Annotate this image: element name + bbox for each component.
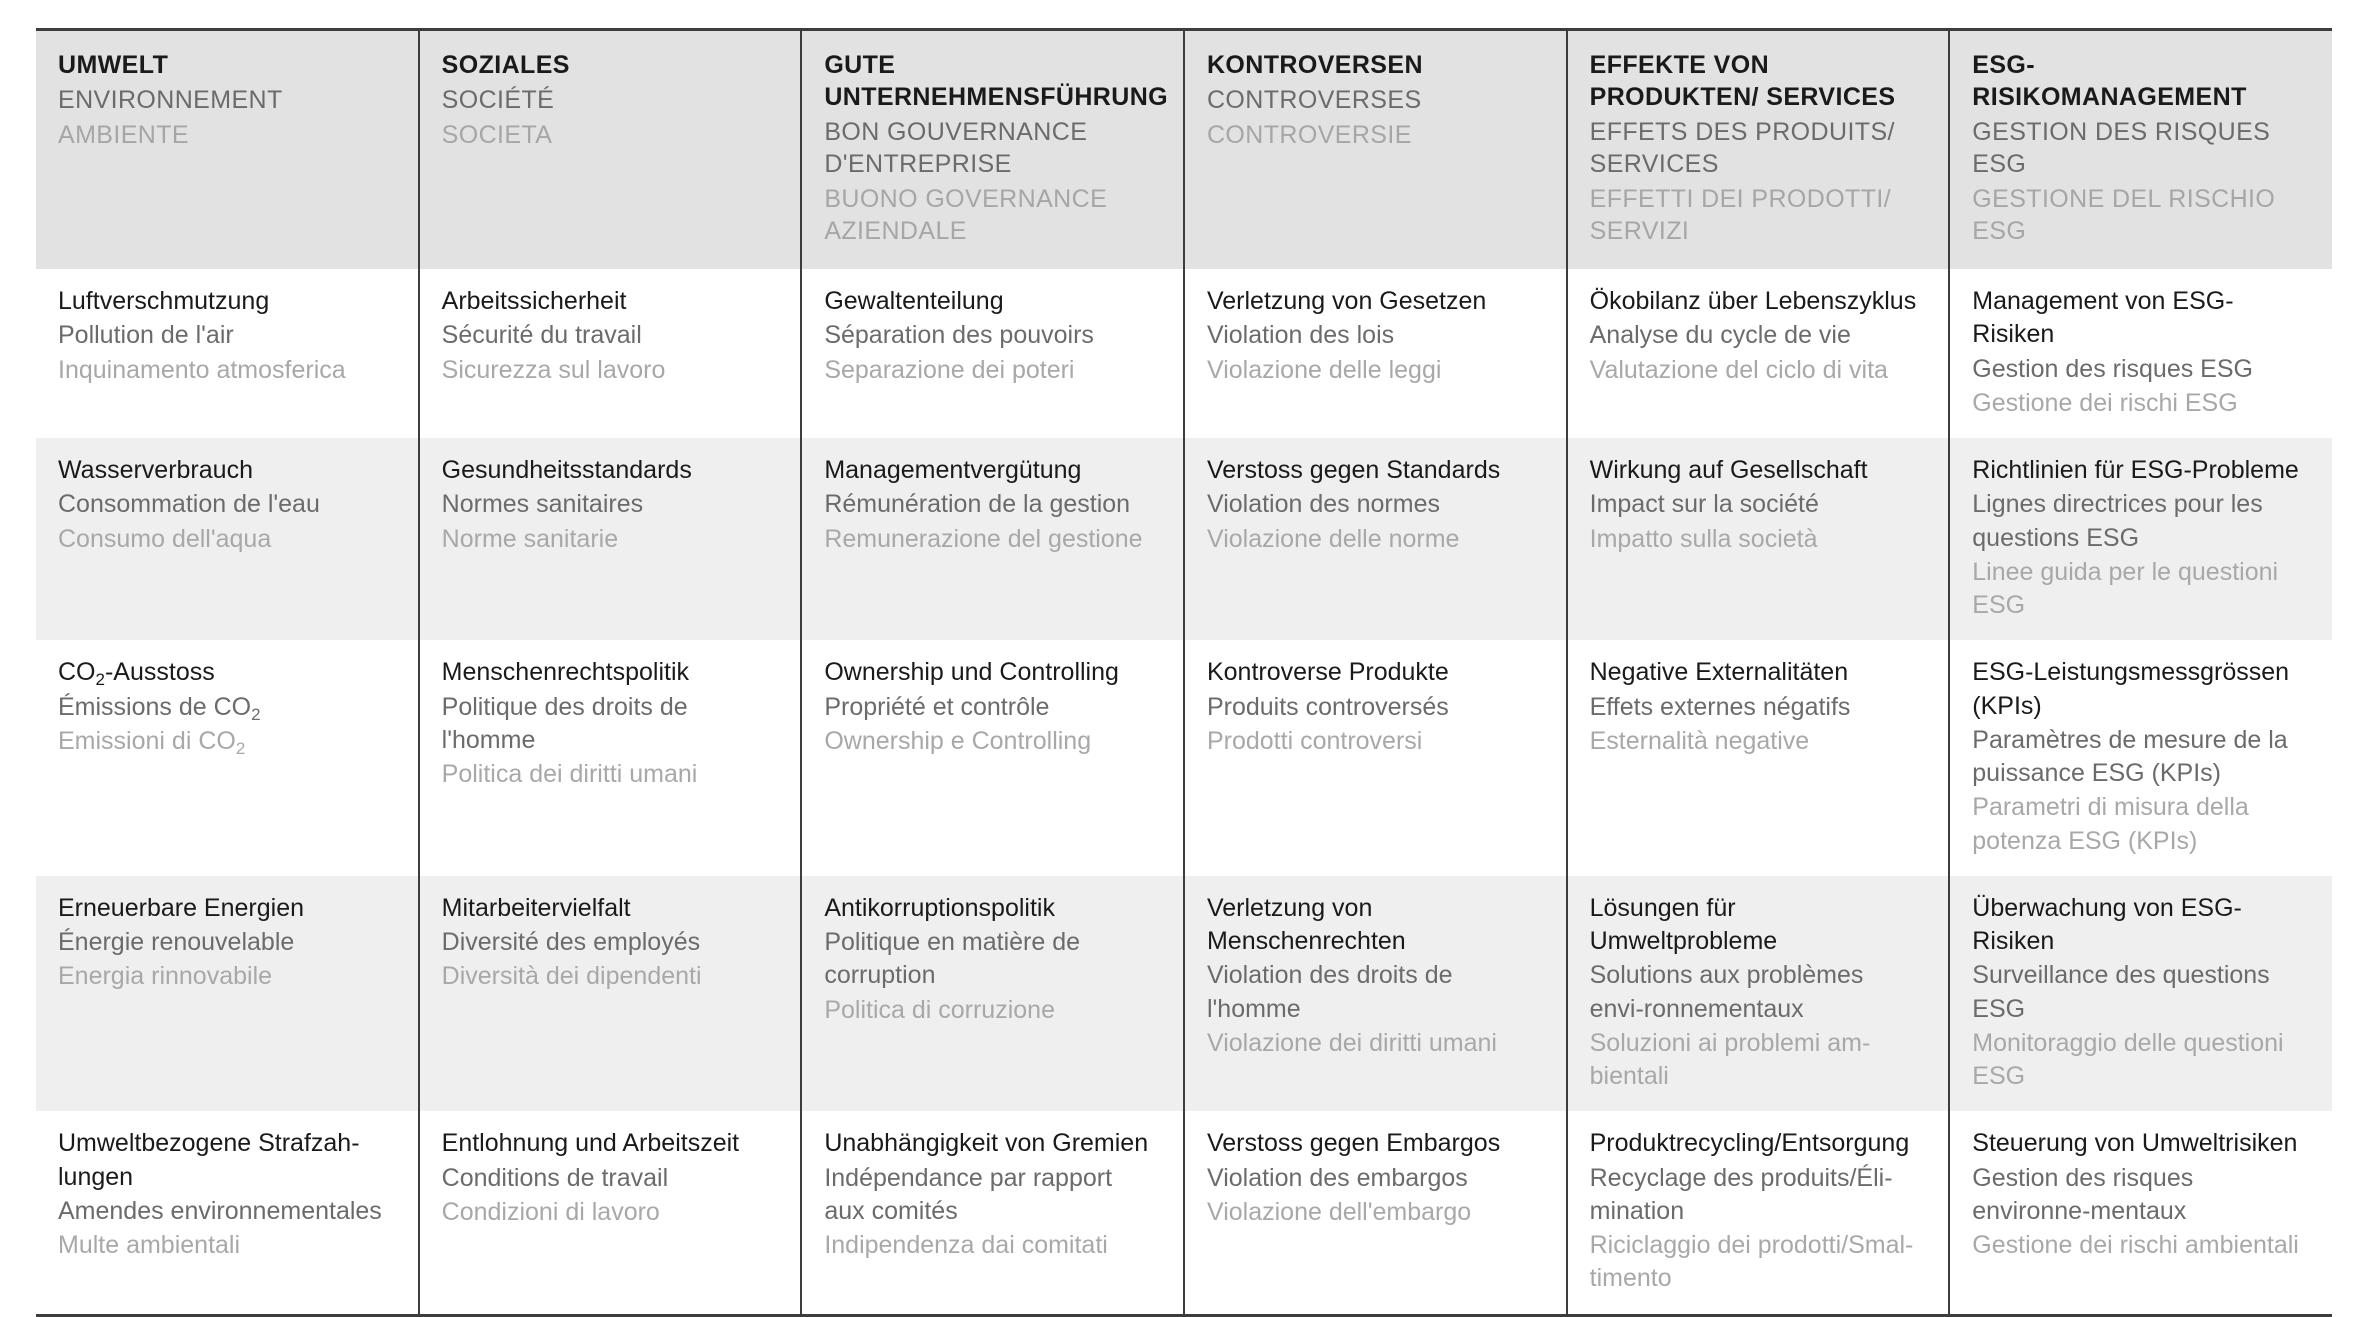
table-cell	[1567, 1111, 1950, 1315]
table-cell	[36, 269, 419, 438]
topic-de: Managementvergütung	[824, 456, 1082, 484]
topic-de: Wasserverbrauch	[58, 456, 253, 484]
topic-it: Norme sanitarie	[441, 524, 619, 553]
table-row	[36, 438, 2332, 640]
topic-fr: Amendes environnementales	[58, 1196, 382, 1225]
topic-de: Steuerung von Umweltrisiken	[1972, 1129, 2298, 1158]
table-cell	[1184, 876, 1567, 1112]
table-cell	[801, 876, 1184, 1112]
topic-de: Umweltbezogene Strafzah-lungen	[58, 1129, 360, 1191]
topic-de: Menschenrechtspolitik	[441, 658, 689, 687]
column-header-fr: CONTROVERSES	[1206, 86, 1422, 114]
topic-de: Antikorruptionspolitik	[824, 893, 1055, 922]
topic-de: Entlohnung und Arbeitszeit	[441, 1129, 740, 1158]
table-cell	[36, 1111, 419, 1315]
topic-it: Impatto sulla società	[1589, 524, 1818, 553]
topic-fr: Effets externes négatifs	[1589, 692, 1851, 721]
esg-topics-table	[36, 28, 2332, 1317]
topic-fr: Surveillance des questions ESG	[1972, 961, 2270, 1023]
topic-de: Erneuerbare Energien	[58, 893, 304, 922]
table-cell	[1949, 876, 2332, 1112]
topic-de: Produktrecycling/Entsorgung	[1589, 1129, 1910, 1158]
topic-it: Violazione delle norme	[1206, 524, 1460, 553]
topic-it: Multe ambientali	[58, 1231, 241, 1259]
topic-it: Linee guida per le questioni ESG	[1972, 557, 2279, 619]
column-header-effekte-von-produkten-services	[1567, 30, 1950, 270]
column-header-it: SOCIETA	[441, 121, 553, 149]
table-cell	[1567, 269, 1950, 438]
column-header-fr: BON GOUVERNANCE D'ENTREPRISE	[824, 118, 1088, 178]
topic-fr: Sécurité du travail	[441, 321, 642, 350]
topic-de: Arbeitssicherheit	[441, 287, 627, 315]
topic-it: Remunerazione del gestione	[824, 524, 1143, 553]
topic-de: Überwachung von ESG-Risiken	[1972, 893, 2242, 955]
column-header-kontroversen	[1184, 30, 1567, 270]
topic-it: Esternalità negative	[1589, 726, 1810, 755]
topic-it: Indipendenza dai comitati	[824, 1231, 1108, 1259]
column-header-umwelt	[36, 30, 419, 270]
table-cell	[36, 438, 419, 640]
table-cell	[1949, 438, 2332, 640]
topic-it: Violazione dell'embargo	[1206, 1197, 1472, 1226]
topic-fr: Indépendance par rapport aux comités	[824, 1163, 1113, 1225]
column-header-de: EFFEKTE VON PRODUKTEN/ SERVICES	[1589, 51, 1896, 111]
topic-de: Verstoss gegen Embargos	[1206, 1129, 1501, 1158]
table-row	[36, 640, 2332, 876]
topic-de: Gewaltenteilung	[824, 287, 1004, 315]
column-header-it: EFFETTI DEI PRODOTTI/ SERVIZI	[1589, 185, 1892, 245]
topic-de: Verstoss gegen Standards	[1206, 456, 1501, 484]
topic-de: Richtlinien für ESG-Probleme	[1972, 456, 2299, 484]
table-body	[36, 269, 2332, 1315]
topic-fr: Impact sur la société	[1589, 490, 1819, 519]
column-header-soziales	[419, 30, 802, 270]
topic-it: Prodotti controversi	[1206, 726, 1423, 755]
topic-fr: Énergie renouvelable	[58, 928, 295, 956]
table-cell	[1184, 269, 1567, 438]
column-header-de: KONTROVERSEN	[1206, 51, 1423, 79]
topic-it: Inquinamento atmosferica	[58, 355, 346, 384]
topic-it: Gestione dei rischi ESG	[1972, 388, 2238, 417]
topic-it: Soluzioni ai problemi am-bientali	[1589, 1028, 1871, 1090]
table-cell	[1567, 876, 1950, 1112]
topic-fr: Rémunération de la gestion	[824, 490, 1131, 519]
topic-fr: Paramètres de mesure de la puissance ESG (KPIs)	[1972, 725, 2288, 787]
topic-it: Valutazione del ciclo di vita	[1589, 355, 1888, 384]
topic-de: ESG-Leistungsmessgrössen (KPIs)	[1972, 658, 2290, 720]
column-header-de: SOZIALES	[441, 51, 570, 79]
topic-fr: Lignes directrices pour les questions ESG	[1972, 490, 2263, 552]
topic-de: Verletzung von Gesetzen	[1206, 287, 1487, 315]
table-cell	[1949, 640, 2332, 876]
table-cell	[1949, 269, 2332, 438]
table-cell	[801, 640, 1184, 876]
topic-fr: Politique en matière de corruption	[824, 928, 1081, 990]
table-cell	[419, 1111, 802, 1315]
topic-fr: Conditions de travail	[441, 1163, 669, 1192]
header-row	[36, 30, 2332, 270]
topic-fr: Émissions de $CO_2$	[58, 692, 261, 724]
table-cell	[1567, 438, 1950, 640]
topic-de: Kontroverse Produkte	[1206, 658, 1449, 687]
topic-it: Monitoraggio delle questioni ESG	[1972, 1028, 2284, 1090]
table-cell	[1184, 1111, 1567, 1315]
topic-it: Separazione dei poteri	[824, 355, 1075, 384]
topic-fr: Produits controversés	[1206, 692, 1449, 721]
topic-it: Gestione dei rischi ambientali	[1972, 1231, 2299, 1259]
topic-fr: Violation des normes	[1206, 490, 1440, 519]
topic-fr: Violation des embargos	[1206, 1163, 1468, 1192]
topic-de: Wirkung auf Gesellschaft	[1589, 456, 1868, 484]
topic-fr: Gestion des risques environne-mentaux	[1972, 1163, 2194, 1225]
topic-it: Politica di corruzione	[824, 995, 1055, 1024]
column-header-it: BUONO GOVERNANCE AZIENDALE	[824, 185, 1108, 245]
column-header-de: ESG-RISIKOMANAGEMENT	[1972, 51, 2247, 111]
table-cell	[801, 1111, 1184, 1315]
column-header-fr: EFFETS DES PRODUITS/ SERVICES	[1589, 118, 1895, 178]
topic-it: Emissioni di $CO_2$	[58, 726, 246, 758]
topic-fr: Violation des droits de l'homme	[1206, 961, 1453, 1023]
column-header-fr: GESTION DES RISQUES ESG	[1972, 118, 2271, 178]
topic-it: Consumo dell'aqua	[58, 524, 272, 553]
table-cell	[36, 876, 419, 1112]
table-row	[36, 1111, 2332, 1315]
topic-fr: Séparation des pouvoirs	[824, 321, 1094, 350]
table-row	[36, 876, 2332, 1112]
topic-fr: Recyclage des produits/Éli-mination	[1589, 1163, 1893, 1225]
table-cell	[1949, 1111, 2332, 1315]
topic-it: Violazione dei diritti umani	[1206, 1028, 1497, 1057]
table-row	[36, 269, 2332, 438]
topic-de: Luftverschmutzung	[58, 287, 270, 315]
topic-fr: Propriété et contrôle	[824, 692, 1050, 721]
topic-de: Negative Externalitäten	[1589, 658, 1849, 687]
topic-fr: Solutions aux problèmes envi-ronnementaux	[1589, 961, 1864, 1023]
topic-de: Management von ESG-Risiken	[1972, 287, 2234, 349]
table-cell	[36, 640, 419, 876]
topic-it: Energia rinnovabile	[58, 962, 273, 991]
table-cell	[801, 438, 1184, 640]
table-cell	[419, 876, 802, 1112]
topic-it: Riciclaggio dei prodotti/Smal-timento	[1589, 1231, 1914, 1293]
topic-fr: Analyse du cycle de vie	[1589, 321, 1851, 350]
topic-de: Unabhängigkeit von Gremien	[824, 1129, 1149, 1158]
column-header-it: GESTIONE DEL RISCHIO ESG	[1972, 185, 2276, 245]
column-header-esg-risikomanagement	[1949, 30, 2332, 270]
topic-de: Mitarbeitervielfalt	[441, 893, 631, 922]
topic-fr: Politique des droits de l'homme	[441, 692, 688, 754]
topic-de: Ökobilanz über Lebenszyklus	[1589, 287, 1917, 315]
topic-it: Sicurezza sul lavoro	[441, 355, 666, 384]
column-header-it: CONTROVERSIE	[1206, 121, 1412, 149]
column-header-de: UMWELT	[58, 51, 169, 79]
table-cell	[1184, 640, 1567, 876]
topic-it: Violazione delle leggi	[1206, 355, 1442, 384]
topic-it: Politica dei diritti umani	[441, 760, 698, 788]
topic-de: Gesundheitsstandards	[441, 456, 692, 484]
column-header-it: AMBIENTE	[58, 121, 189, 149]
topic-fr: Normes sanitaires	[441, 490, 644, 519]
topic-fr: Consommation de l'eau	[58, 490, 320, 519]
topic-fr: Violation des lois	[1206, 321, 1395, 350]
topic-it: Ownership e Controlling	[824, 726, 1092, 755]
table-cell	[419, 640, 802, 876]
table-cell	[419, 438, 802, 640]
topic-it: Parametri di misura della potenza ESG (KPIs)	[1972, 793, 2249, 855]
topic-fr: Pollution de l'air	[58, 321, 234, 350]
topic-de: Lösungen für Umweltprobleme	[1589, 893, 1778, 955]
column-header-fr: ENVIRONNEMENT	[58, 86, 283, 114]
topic-it: Diversità dei dipendenti	[441, 962, 702, 991]
topic-it: Condizioni di lavoro	[441, 1197, 660, 1226]
topic-fr: Diversité des employés	[441, 928, 701, 956]
column-header-de: GUTE UNTERNEHMENSFÜHRUNG	[824, 51, 1169, 111]
topic-de: Verletzung von Menschenrechten	[1206, 893, 1406, 955]
table-cell	[1184, 438, 1567, 640]
table-cell	[419, 269, 802, 438]
table-header	[36, 30, 2332, 270]
topic-de: Ownership und Controlling	[824, 658, 1119, 687]
topic-fr: Gestion des risques ESG	[1972, 354, 2253, 383]
table-cell	[801, 269, 1184, 438]
column-header-gute-unternehmensfuehrung	[801, 30, 1184, 270]
topic-de: $CO_2$-Ausstoss	[58, 658, 215, 689]
column-header-fr: SOCIÉTÉ	[441, 86, 555, 114]
table-cell	[1567, 640, 1950, 876]
